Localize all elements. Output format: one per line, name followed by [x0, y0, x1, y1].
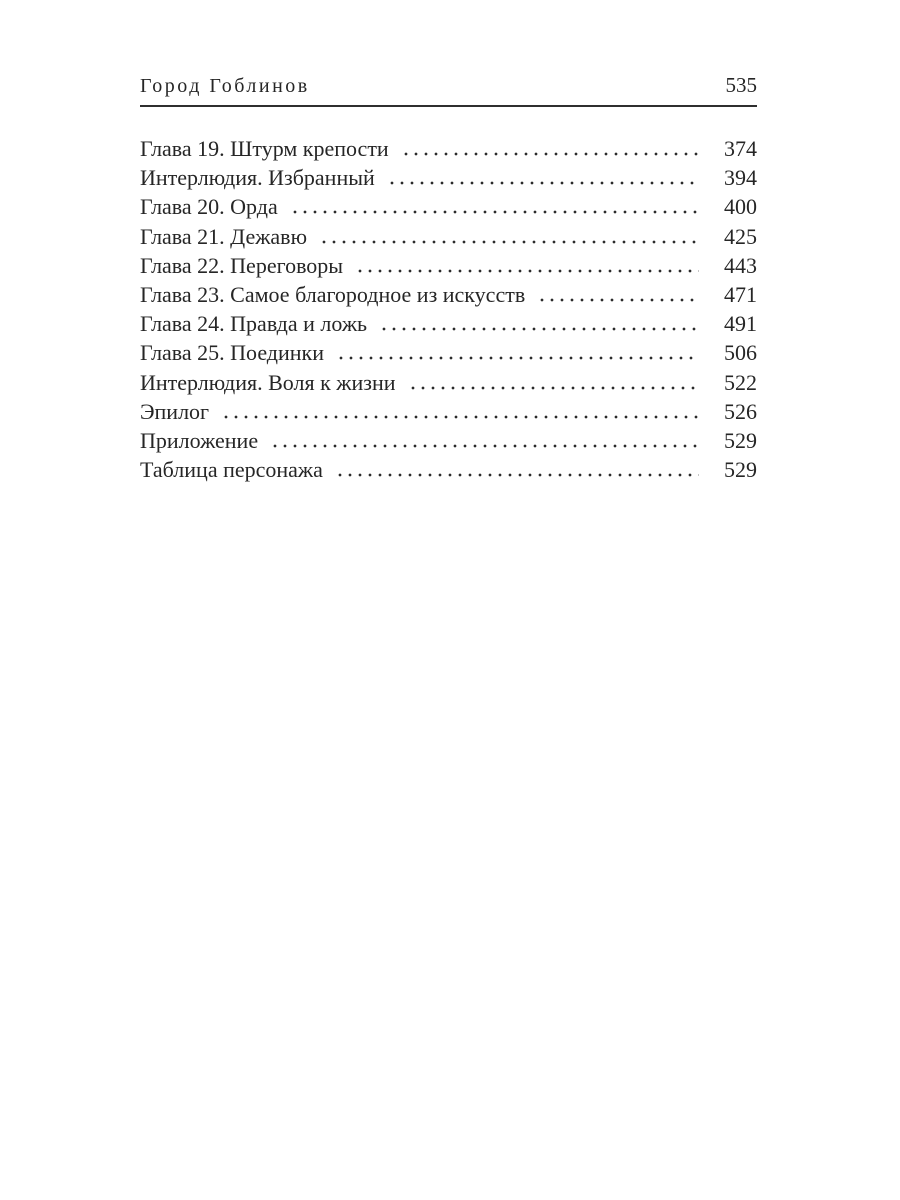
- toc-entry-title: Глава 22. Переговоры: [140, 252, 344, 278]
- toc-entry: [140, 134, 757, 163]
- toc-entry-page: 522: [724, 369, 757, 395]
- dot-leader: [317, 240, 699, 244]
- toc-entry: [140, 455, 757, 484]
- toc-entry-page: 394: [724, 165, 757, 191]
- toc-entry-page: 529: [724, 457, 757, 483]
- dot-leader: [353, 269, 699, 273]
- toc-entry-title: Приложение: [140, 427, 259, 453]
- toc-entry-title: Эпилог: [140, 398, 210, 424]
- toc-entry: [140, 309, 757, 338]
- toc-entry-page: 529: [724, 427, 757, 453]
- toc-entry: [140, 251, 757, 280]
- dot-leader: [288, 210, 699, 214]
- dot-leader: [377, 327, 699, 331]
- dot-leader: [399, 152, 699, 156]
- toc-entry: [140, 426, 757, 455]
- toc-entry-page: 471: [724, 281, 757, 307]
- toc-entry: [140, 397, 757, 426]
- toc-entry-page: 506: [724, 340, 757, 366]
- running-title: Город Гоблинов: [140, 75, 310, 97]
- toc-entry: [140, 280, 757, 309]
- toc-entry-title: Глава 25. Поединки: [140, 340, 325, 366]
- toc-entry-title: Интерлюдия. Избранный: [140, 165, 375, 191]
- dot-leader: [535, 298, 699, 302]
- page-header: [140, 74, 757, 107]
- toc-list: [140, 134, 757, 484]
- toc-entry: [140, 222, 757, 251]
- toc-entry-page: 443: [724, 252, 757, 278]
- toc-entry: [140, 338, 757, 367]
- dot-leader: [219, 415, 699, 419]
- dot-leader: [333, 473, 699, 477]
- toc-entry-title: Интерлюдия. Воля к жизни: [140, 369, 396, 395]
- toc-entry-page: 526: [724, 398, 757, 424]
- toc-entry-page: 491: [724, 311, 757, 337]
- dot-leader: [268, 444, 699, 448]
- toc-entry-page: 374: [724, 136, 757, 161]
- dot-leader: [334, 356, 699, 360]
- toc-entry-title: Глава 24. Правда и ложь: [140, 311, 368, 337]
- header-page-number: 535: [725, 73, 757, 97]
- toc-entry-title: Глава 20. Орда: [140, 194, 278, 220]
- toc-entry: [140, 163, 757, 192]
- toc-entry-title: Глава 19. Штурм крепости: [140, 136, 389, 161]
- toc-entry-title: Таблица персонажа: [140, 457, 323, 483]
- toc-entry-page: 400: [724, 194, 757, 220]
- toc-entry-page: 425: [724, 223, 757, 249]
- toc-entry-title: Глава 23. Самое благородное из искусств: [140, 281, 526, 307]
- toc-entry-title: Глава 21. Дежавю: [140, 223, 307, 249]
- dot-leader: [406, 386, 699, 390]
- toc-entry: [140, 192, 757, 221]
- dot-leader: [385, 181, 699, 185]
- toc-entry: [140, 368, 757, 397]
